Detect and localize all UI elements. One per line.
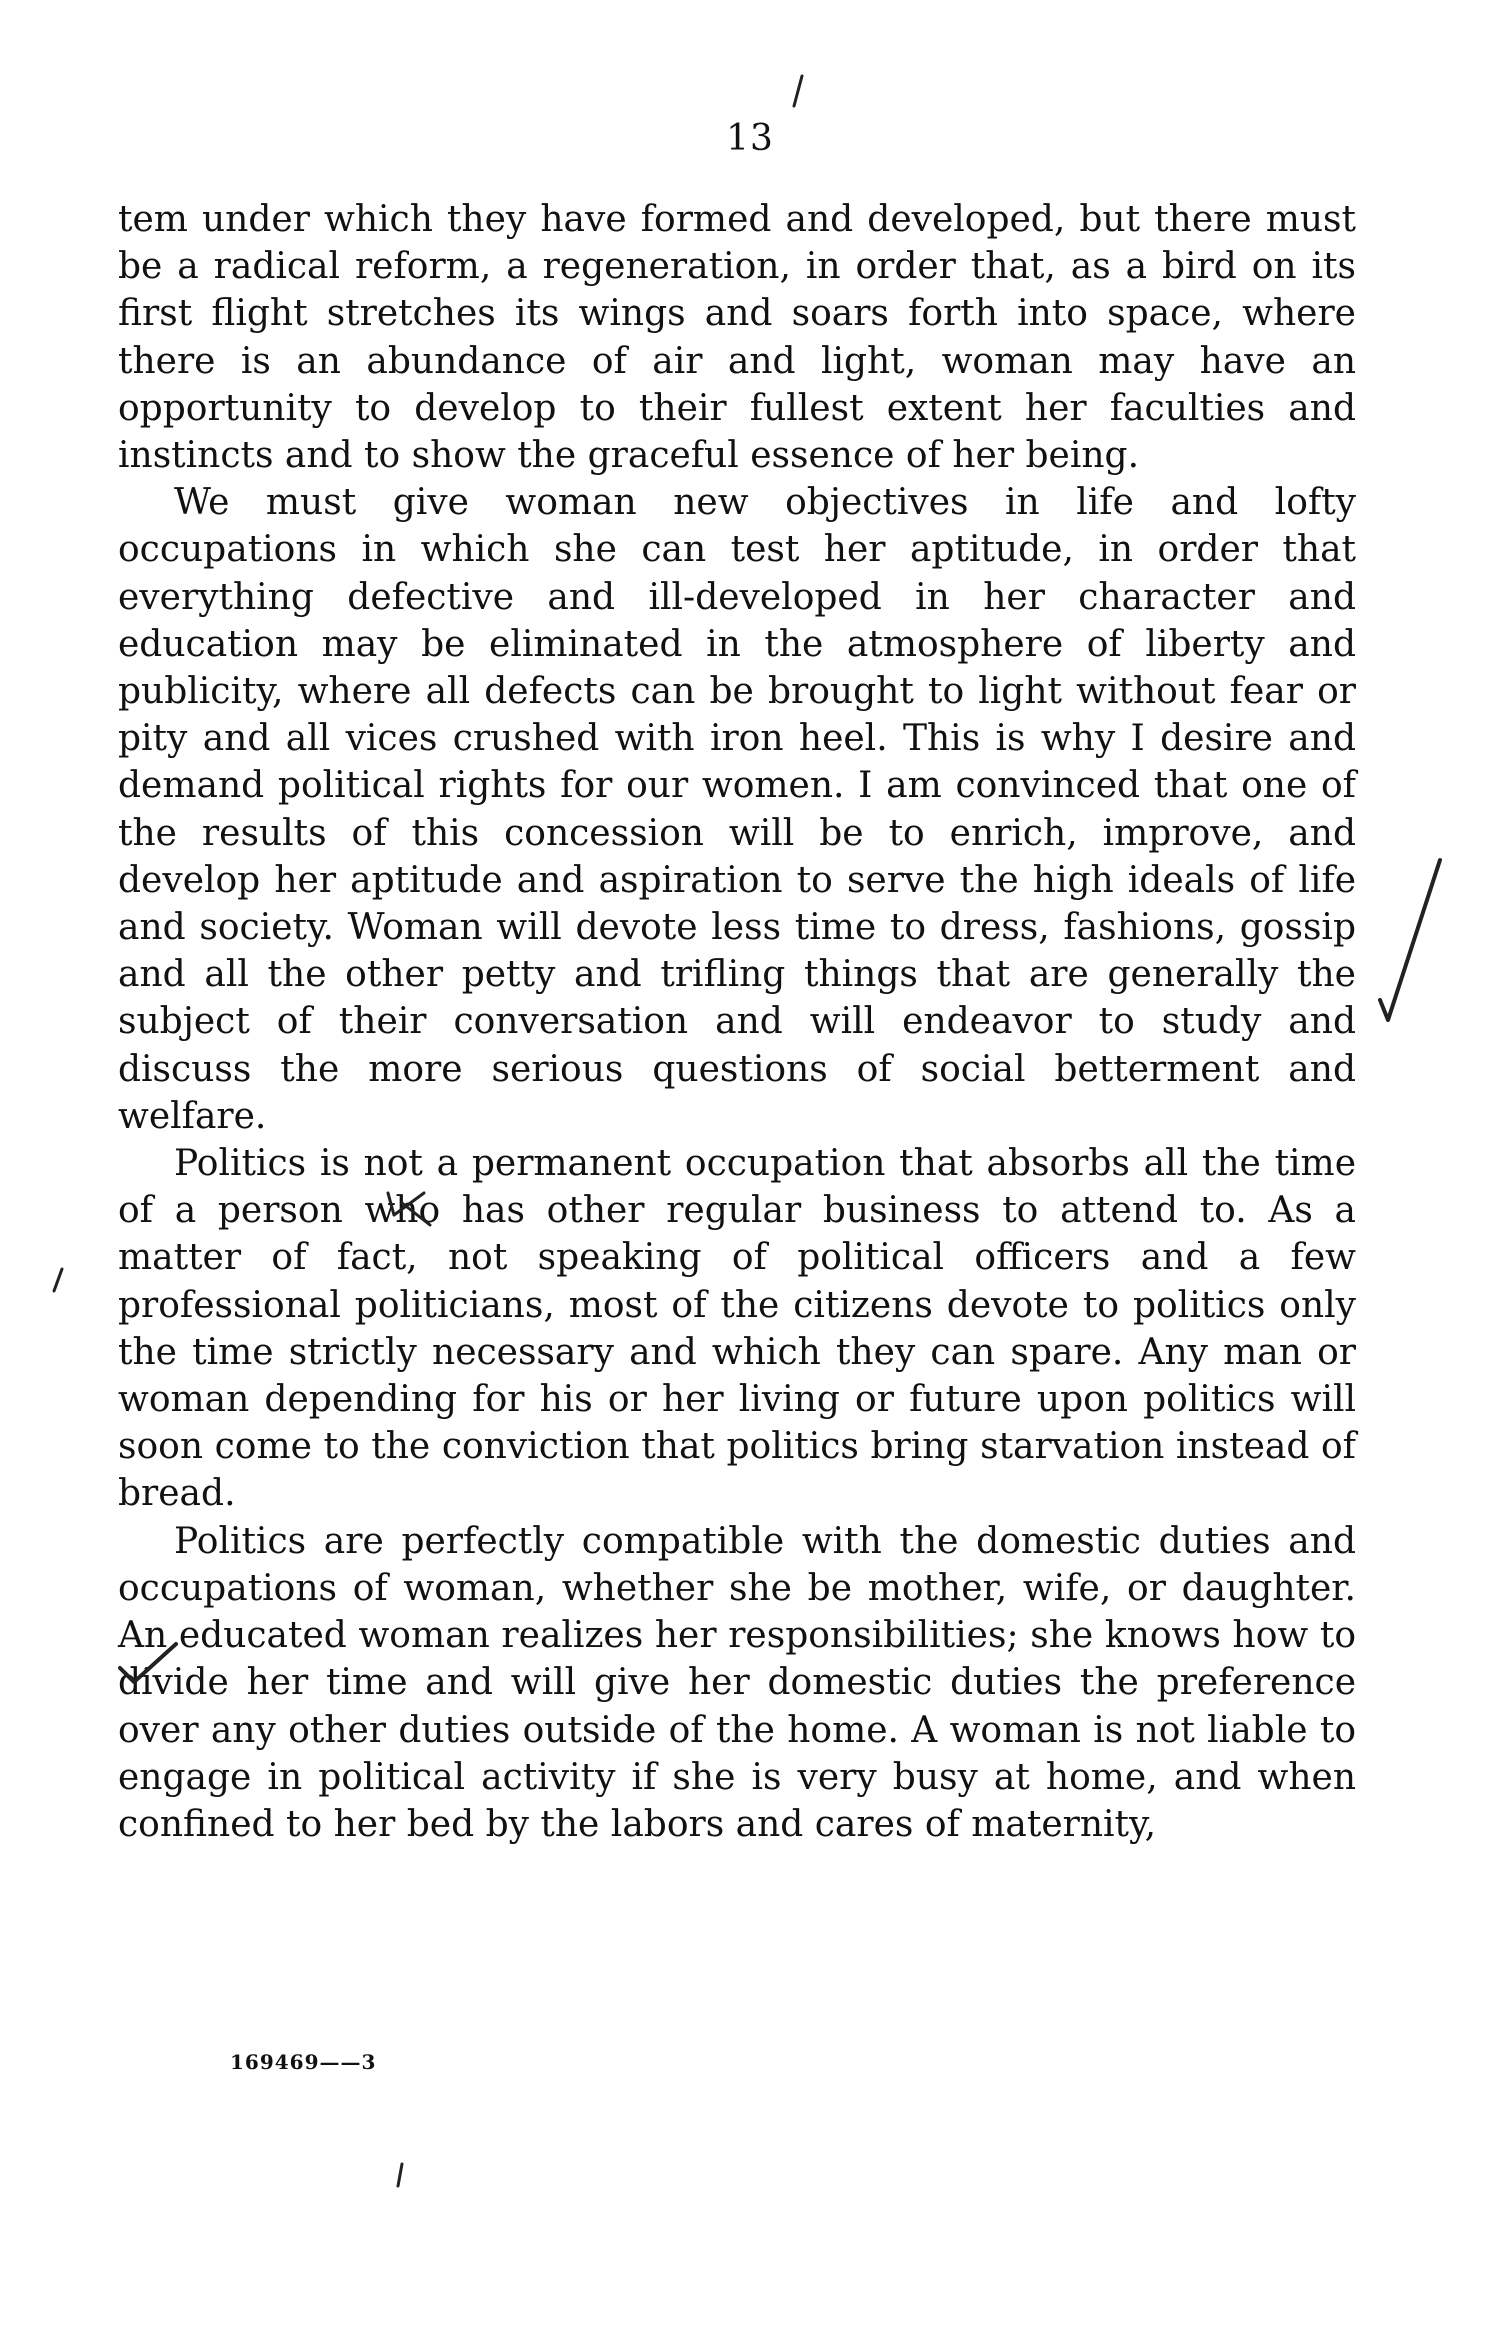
paragraph-1: tem under which they have formed and developed, but there must be a radical reform, a regeneration, in order that, as a bird on its first flight stretches its wings and soars forth into space, where there is an abundance of air and light, woman may have an opportunity to develop to their fullest extent her faculties and instincts and to show the graceful essence of her being. (118, 199, 1356, 477)
pencil-tick-icon (788, 72, 808, 112)
left-margin-tick-icon (48, 1265, 68, 1295)
paragraph-2: We must give woman new objectives in life and lofty occupations in which she can test her aptitude, in order that everything defective and ill-developed in her character and education may be eliminated in the atmosphere of liberty and publicity, where all defects can be brought to light without fear or pity and all vices crushed with iron heel. This is why I desire and demand political rights for our women. I am convinced that one of the results of this concession will be to enrich, improve, and develop her aptitude and aspiration to serve the high ideals of life and society. Woman will devote less time to dress, fashions, gossip and all the other petty and trifling things that are generally the subject of their conversation and will endeavor to study and discuss the more serious questions of social betterment and welfare. (118, 482, 1356, 1137)
paragraph-4: Politics are perfectly compatible with the domestic duties and occupations of woman, whether she be mother, wife, or daughter. An educated woman realizes her responsibilities; she knows how to divide her time and will give her domestic duties the preference over any other duties outside of the home. A woman is not liable to engage in political activity if she is very busy at home, and when confined to her bed by the labors and cares of maternity, (118, 1520, 1356, 1845)
margin-checkmark-icon (1370, 850, 1450, 1030)
page-number: 13 (726, 118, 774, 159)
bottom-tick-icon (392, 2160, 408, 2190)
paragraph-3: Politics is not a permanent occupation that absorbs all the time of a person who has other regular business to attend to. As a matter of fact, not speaking of political officers and a few professional politicians, most of the citizens devote to politics only the time strictly necessary and which they can spare. Any man or woman depending for his or her living or future upon politics will soon come to the conviction that politics bring starvation instead of bread. (118, 1143, 1356, 1515)
printer-code: 169469——3 (230, 2050, 377, 2074)
body-text (118, 196, 1356, 1848)
